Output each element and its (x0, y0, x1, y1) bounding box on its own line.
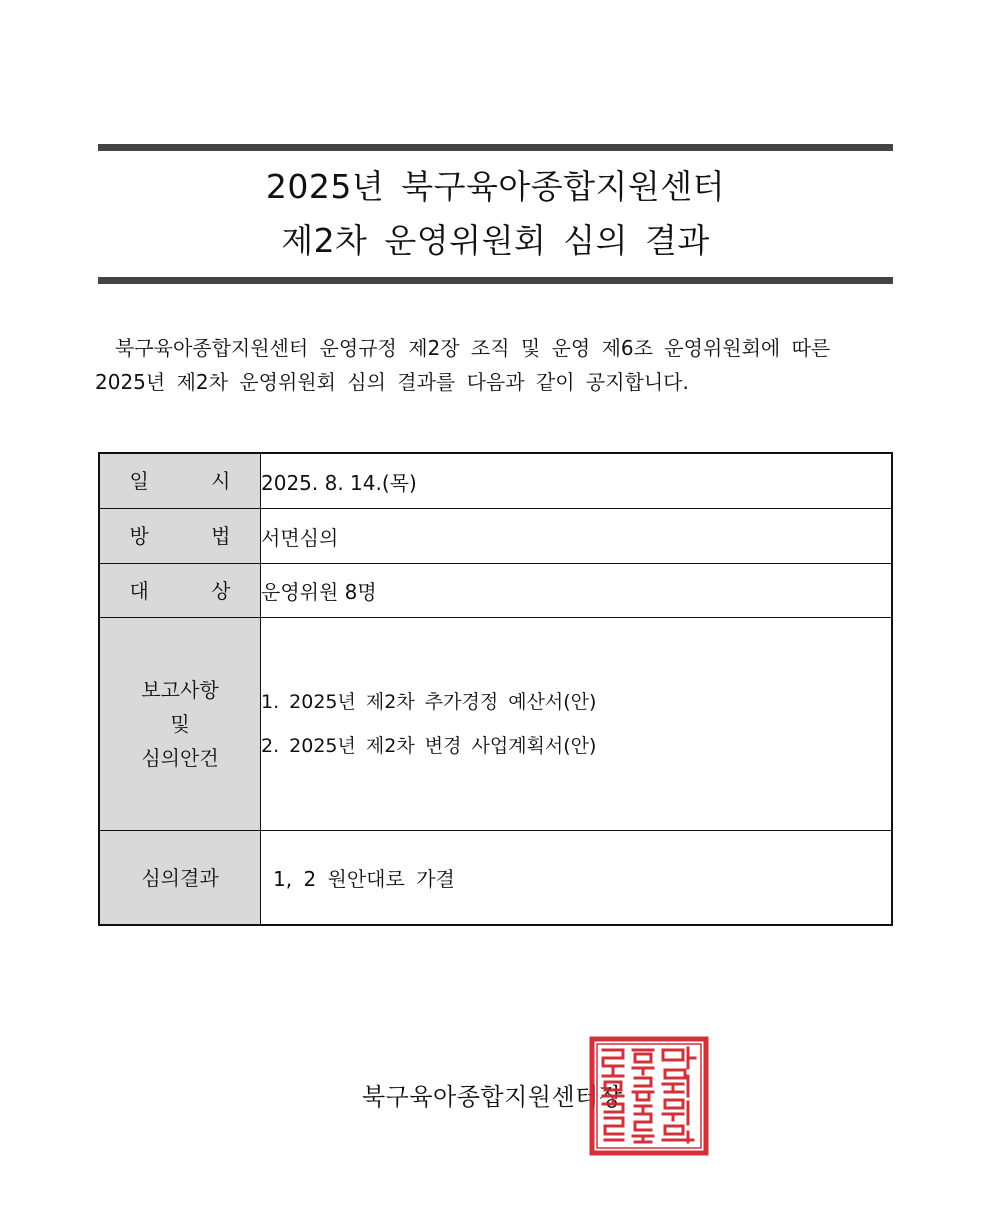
table-row-agenda (99, 618, 892, 831)
method-value: 서면심의 (261, 509, 893, 564)
table-row-result (99, 831, 892, 926)
agenda-label-line-2: 및 (170, 712, 190, 736)
table-row-method (99, 509, 892, 564)
target-value: 운영위원 8명 (261, 564, 893, 618)
title-top-rule (98, 144, 893, 151)
agenda-item-1: 1. 2025년 제2차 추가경정 예산서(안) (261, 691, 597, 713)
agenda-value (261, 618, 893, 831)
date-value: 2025. 8. 14.(목) (261, 453, 893, 509)
title-bottom-rule (98, 277, 893, 284)
date-label: 일 시 (99, 453, 261, 509)
document-title (98, 160, 893, 268)
title-line-1: 2025년 북구육아종합지원센터 (265, 167, 726, 206)
intro-line-1: 북구육아종합지원센터 운영규정 제2장 조직 및 운영 제6조 운영위원회에 따른 (115, 336, 831, 360)
agenda-label-line-1: 보고사항 (141, 678, 219, 702)
intro-paragraph (95, 331, 895, 399)
result-label: 심의결과 (99, 831, 261, 926)
intro-line-2: 2025년 제2차 운영위원회 심의 결과를 다음과 같이 공지합니다. (95, 370, 689, 394)
target-label: 대 상 (99, 564, 261, 618)
result-text: 1, 2 원안대로 가결 (273, 867, 455, 891)
agenda-label-line-3: 심의안건 (141, 746, 219, 770)
result-value (261, 831, 893, 926)
meeting-info-table (98, 452, 893, 926)
title-line-2: 제2차 운영위원회 심의 결과 (281, 221, 710, 260)
agenda-label (99, 618, 261, 831)
official-seal-icon (589, 1036, 709, 1156)
agenda-item-2: 2. 2025년 제2차 변경 사업계획서(안) (261, 735, 597, 757)
signature-org: 북구육아종합지원센터장 (362, 1083, 623, 1111)
table-row-date (99, 453, 892, 509)
method-label: 방 법 (99, 509, 261, 564)
table-row-target (99, 564, 892, 618)
